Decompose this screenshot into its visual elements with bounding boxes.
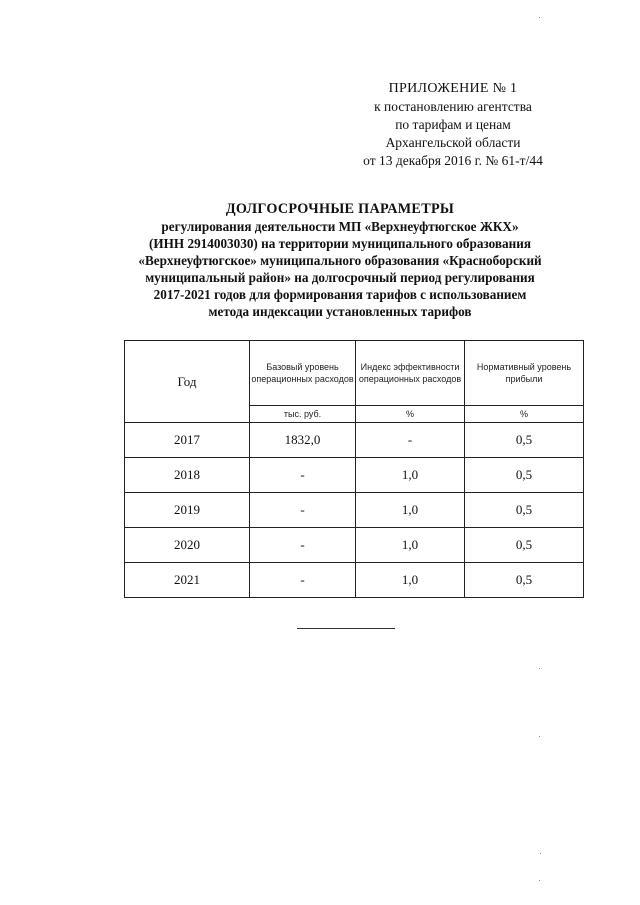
annex-line-agency: по тарифам и ценам <box>395 117 511 132</box>
annex-line-decree: к постановлению агентства <box>374 99 532 114</box>
unit-base: тыс. руб. <box>250 406 356 423</box>
header-efficiency-index: Индекс эффективности операционных расходов <box>356 341 465 406</box>
cell-index: 1,0 <box>356 458 465 493</box>
title-line-6: метода индексации установленных тарифов <box>208 304 472 319</box>
cell-index: - <box>356 423 465 458</box>
table-row <box>125 493 584 528</box>
cell-year: 2021 <box>125 563 250 598</box>
cell-base: - <box>250 458 356 493</box>
table-header-row <box>125 341 584 406</box>
annex-line-region: Архангельской области <box>385 135 521 150</box>
table-row <box>125 563 584 598</box>
annex-title: ПРИЛОЖЕНИЕ № 1 <box>388 81 518 96</box>
title-line-3: «Верхнеуфтюгское» муниципального образования «Красноборский <box>138 253 542 268</box>
title-line-2: (ИНН 2914003030) на территории муниципального образования <box>149 236 531 251</box>
cell-profit: 0,5 <box>465 423 584 458</box>
parameters-table <box>124 340 584 598</box>
cell-profit: 0,5 <box>465 528 584 563</box>
end-divider-line <box>297 628 395 629</box>
cell-index: 1,0 <box>356 528 465 563</box>
cell-profit: 0,5 <box>465 563 584 598</box>
scan-speck <box>539 880 540 881</box>
cell-base: - <box>250 493 356 528</box>
table-row <box>125 423 584 458</box>
title-main: ДОЛГОСРОЧНЫЕ ПАРАМЕТРЫ <box>225 201 455 217</box>
cell-year: 2018 <box>125 458 250 493</box>
cell-year: 2017 <box>125 423 250 458</box>
cell-profit: 0,5 <box>465 493 584 528</box>
cell-base: 1832,0 <box>250 423 356 458</box>
header-year: Год <box>125 341 250 423</box>
annex-line-date: от 13 декабря 2016 г. № 61-т/44 <box>363 153 543 168</box>
table-row <box>125 528 584 563</box>
unit-index: % <box>356 406 465 423</box>
cell-profit: 0,5 <box>465 458 584 493</box>
cell-base: - <box>250 528 356 563</box>
table-row <box>125 458 584 493</box>
scan-speck <box>539 668 540 669</box>
annex-header <box>340 80 566 170</box>
document-title <box>90 201 590 320</box>
title-line-4: муниципальный район» на долгосрочный период регулирования <box>145 270 535 285</box>
unit-profit: % <box>465 406 584 423</box>
scan-speck <box>539 736 540 737</box>
scan-speck <box>540 853 541 854</box>
title-line-5: 2017-2021 годов для формирования тарифов с использованием <box>153 287 527 302</box>
cell-year: 2019 <box>125 493 250 528</box>
header-base-opex: Базовый уровень операционных расходов <box>250 341 356 406</box>
scan-speck <box>539 17 540 18</box>
title-line-1: регулирования деятельности МП «Верхнеуфтюгское ЖКХ» <box>161 219 519 234</box>
header-profit-level: Нормативный уровень прибыли <box>465 341 584 406</box>
cell-base: - <box>250 563 356 598</box>
cell-index: 1,0 <box>356 563 465 598</box>
cell-year: 2020 <box>125 528 250 563</box>
cell-index: 1,0 <box>356 493 465 528</box>
